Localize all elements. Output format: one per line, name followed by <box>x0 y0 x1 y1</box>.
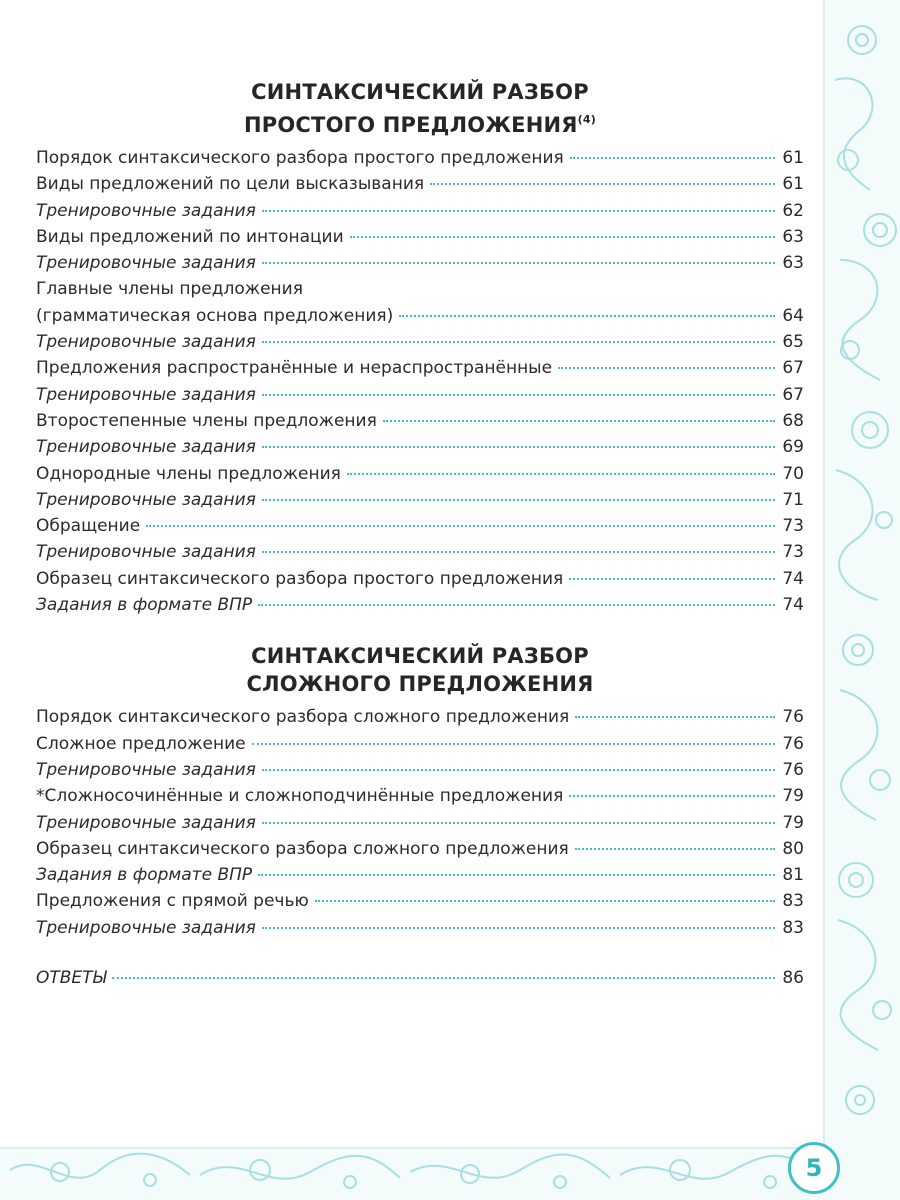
toc-entry[interactable] <box>36 915 804 941</box>
toc-entry-page: 86 <box>782 968 804 989</box>
toc-entry-answers[interactable] <box>36 965 804 991</box>
toc-entry-title: Тренировочные задания <box>36 489 256 510</box>
toc-entry-page: 79 <box>782 812 804 833</box>
dot-leader <box>350 236 775 238</box>
toc-list-complex-sentence <box>36 704 804 941</box>
toc-entry-page: 83 <box>782 917 804 938</box>
toc-entry[interactable] <box>36 461 804 487</box>
toc-entry-page: 73 <box>782 542 804 563</box>
toc-entry-page: 76 <box>782 707 804 728</box>
toc-entry-page: 64 <box>782 305 804 326</box>
toc-entry[interactable] <box>36 250 804 276</box>
toc-entry-page: 61 <box>782 174 804 195</box>
toc-entry[interactable] <box>36 539 804 565</box>
toc-entry[interactable] <box>36 757 804 783</box>
toc-entry[interactable] <box>36 731 804 757</box>
toc-entry-title: Тренировочные задания <box>36 200 256 221</box>
toc-entry-title: Образец синтаксического разбора сложного предложения <box>36 838 569 859</box>
toc-entry-page: 61 <box>782 148 804 168</box>
toc-entry-title: Обращение <box>36 516 141 537</box>
toc-entry-title: Предложения распространённые и нераспространённые <box>36 358 553 379</box>
toc-entry-title: Тренировочные задания <box>36 253 256 274</box>
dot-leader <box>262 551 775 553</box>
toc-entry-title: Тренировочные задания <box>36 384 256 405</box>
toc-entry-title: Образец синтаксического разбора простого предложения <box>36 568 564 589</box>
toc-entry-page: 68 <box>782 410 804 431</box>
toc-entry-page: 69 <box>782 437 804 458</box>
toc-entry-title: Виды предложений по цели высказывания <box>36 174 425 195</box>
toc-entry-title: Второстепенные члены предложения <box>36 410 377 431</box>
toc-entry-title: Главные члены предложения <box>36 279 303 300</box>
toc-entry[interactable] <box>36 592 804 618</box>
toc-entry-page: 83 <box>782 891 804 912</box>
toc-entry-page: 76 <box>782 733 804 754</box>
toc-entry[interactable] <box>36 171 804 197</box>
toc-entry-title: Тренировочные задания <box>36 332 256 353</box>
dot-leader <box>258 604 775 606</box>
dot-leader <box>569 795 775 797</box>
toc-entry-title: *Сложносочинённые и сложноподчинённые предложения <box>36 786 564 807</box>
toc-entry[interactable] <box>36 783 804 809</box>
toc-list-simple-sentence <box>36 145 804 618</box>
toc-entry-page: 67 <box>782 358 804 379</box>
dot-leader <box>262 927 775 929</box>
toc-entry[interactable] <box>36 224 804 250</box>
dot-leader <box>575 848 775 850</box>
dot-leader <box>262 822 775 824</box>
dot-leader <box>383 420 775 422</box>
toc-entry-page: 70 <box>782 463 804 484</box>
toc-entry-title: Задания в формате ВПР <box>36 865 253 886</box>
toc-entry-title: Однородные члены предложения <box>36 463 341 484</box>
section-title-text: ПРОСТОГО ПРЕДЛОЖЕНИЯ <box>244 113 578 137</box>
dot-leader <box>575 716 775 718</box>
dot-leader <box>262 499 775 501</box>
dot-leader <box>146 525 775 527</box>
dot-leader <box>262 394 775 396</box>
toc-entry[interactable] <box>36 382 804 408</box>
toc-entry-page: 62 <box>782 200 804 221</box>
toc-entry-page: 67 <box>782 384 804 405</box>
dot-leader <box>262 769 775 771</box>
toc-entry-title: Порядок синтаксического разбора сложного предложения <box>36 707 570 728</box>
toc-entry-page: 71 <box>782 489 804 510</box>
toc-entry-title: ОТВЕТЫ <box>36 968 107 989</box>
toc-entry[interactable] <box>36 704 804 730</box>
toc-entry-title: Тренировочные задания <box>36 542 256 563</box>
page-number: 5 <box>788 1142 840 1194</box>
dot-leader <box>347 473 775 475</box>
section-title-line <box>36 106 804 139</box>
section-title-superscript: (4) <box>577 113 596 126</box>
toc-entry-page: 76 <box>782 759 804 780</box>
spacer <box>36 941 804 965</box>
toc-entry[interactable] <box>36 145 804 171</box>
dot-leader <box>558 367 775 369</box>
toc-entry[interactable] <box>36 862 804 888</box>
dot-leader <box>258 874 775 876</box>
toc-entry-page: 63 <box>782 226 804 247</box>
toc-entry-title: Порядок синтаксического разбора простого предложения <box>36 148 564 168</box>
toc-entry[interactable] <box>36 355 804 381</box>
dot-leader <box>570 157 775 159</box>
toc-entry[interactable] <box>36 276 804 329</box>
toc-entry-title-continued: (грамматическая основа предложения) <box>36 305 394 326</box>
dot-leader <box>252 743 775 745</box>
dot-leader <box>262 210 775 212</box>
toc-entry[interactable] <box>36 566 804 592</box>
toc-entry-title: Тренировочные задания <box>36 917 256 938</box>
dot-leader <box>262 262 775 264</box>
section-heading-complex-sentence <box>36 642 804 698</box>
toc-entry[interactable] <box>36 487 804 513</box>
toc-entry-title: Тренировочные задания <box>36 812 256 833</box>
toc-entry-second-line <box>36 303 804 329</box>
dot-leader <box>262 446 775 448</box>
toc-entry-page: 81 <box>782 865 804 886</box>
toc-entry-page: 63 <box>782 253 804 274</box>
toc-entry[interactable] <box>36 198 804 224</box>
toc-entry[interactable] <box>36 810 804 836</box>
dot-leader <box>262 341 775 343</box>
toc-entry[interactable] <box>36 888 804 914</box>
dot-leader <box>430 183 775 185</box>
table-of-contents <box>36 78 804 991</box>
toc-entry[interactable] <box>36 434 804 460</box>
toc-entry-page: 73 <box>782 516 804 537</box>
dot-leader <box>315 900 775 902</box>
toc-entry-page: 65 <box>782 332 804 353</box>
toc-entry-title: Сложное предложение <box>36 733 246 754</box>
section-title-line: СИНТАКСИЧЕСКИЙ РАЗБОР <box>251 80 589 104</box>
toc-entry-page: 74 <box>782 568 804 589</box>
section-title-line: СЛОЖНОГО ПРЕДЛОЖЕНИЯ <box>246 672 594 697</box>
toc-entry-title: Предложения с прямой речью <box>36 891 309 912</box>
toc-entry-title: Виды предложений по интонации <box>36 226 344 247</box>
section-title-line: СИНТАКСИЧЕСКИЙ РАЗБОР <box>251 644 589 669</box>
toc-entry-title: Тренировочные задания <box>36 759 256 780</box>
toc-entry[interactable] <box>36 329 804 355</box>
section-heading-simple-sentence <box>36 78 804 139</box>
toc-entry[interactable] <box>36 408 804 434</box>
spacer <box>36 618 804 642</box>
toc-entry[interactable] <box>36 836 804 862</box>
toc-entry-page: 74 <box>782 595 804 616</box>
dot-leader <box>399 315 775 317</box>
toc-entry-title: Тренировочные задания <box>36 437 256 458</box>
toc-entry-page: 79 <box>782 786 804 807</box>
toc-entry-page: 80 <box>782 838 804 859</box>
toc-entry-title: Задания в формате ВПР <box>36 595 253 616</box>
toc-entry[interactable] <box>36 513 804 539</box>
dot-leader <box>569 578 775 580</box>
dot-leader <box>112 977 775 979</box>
